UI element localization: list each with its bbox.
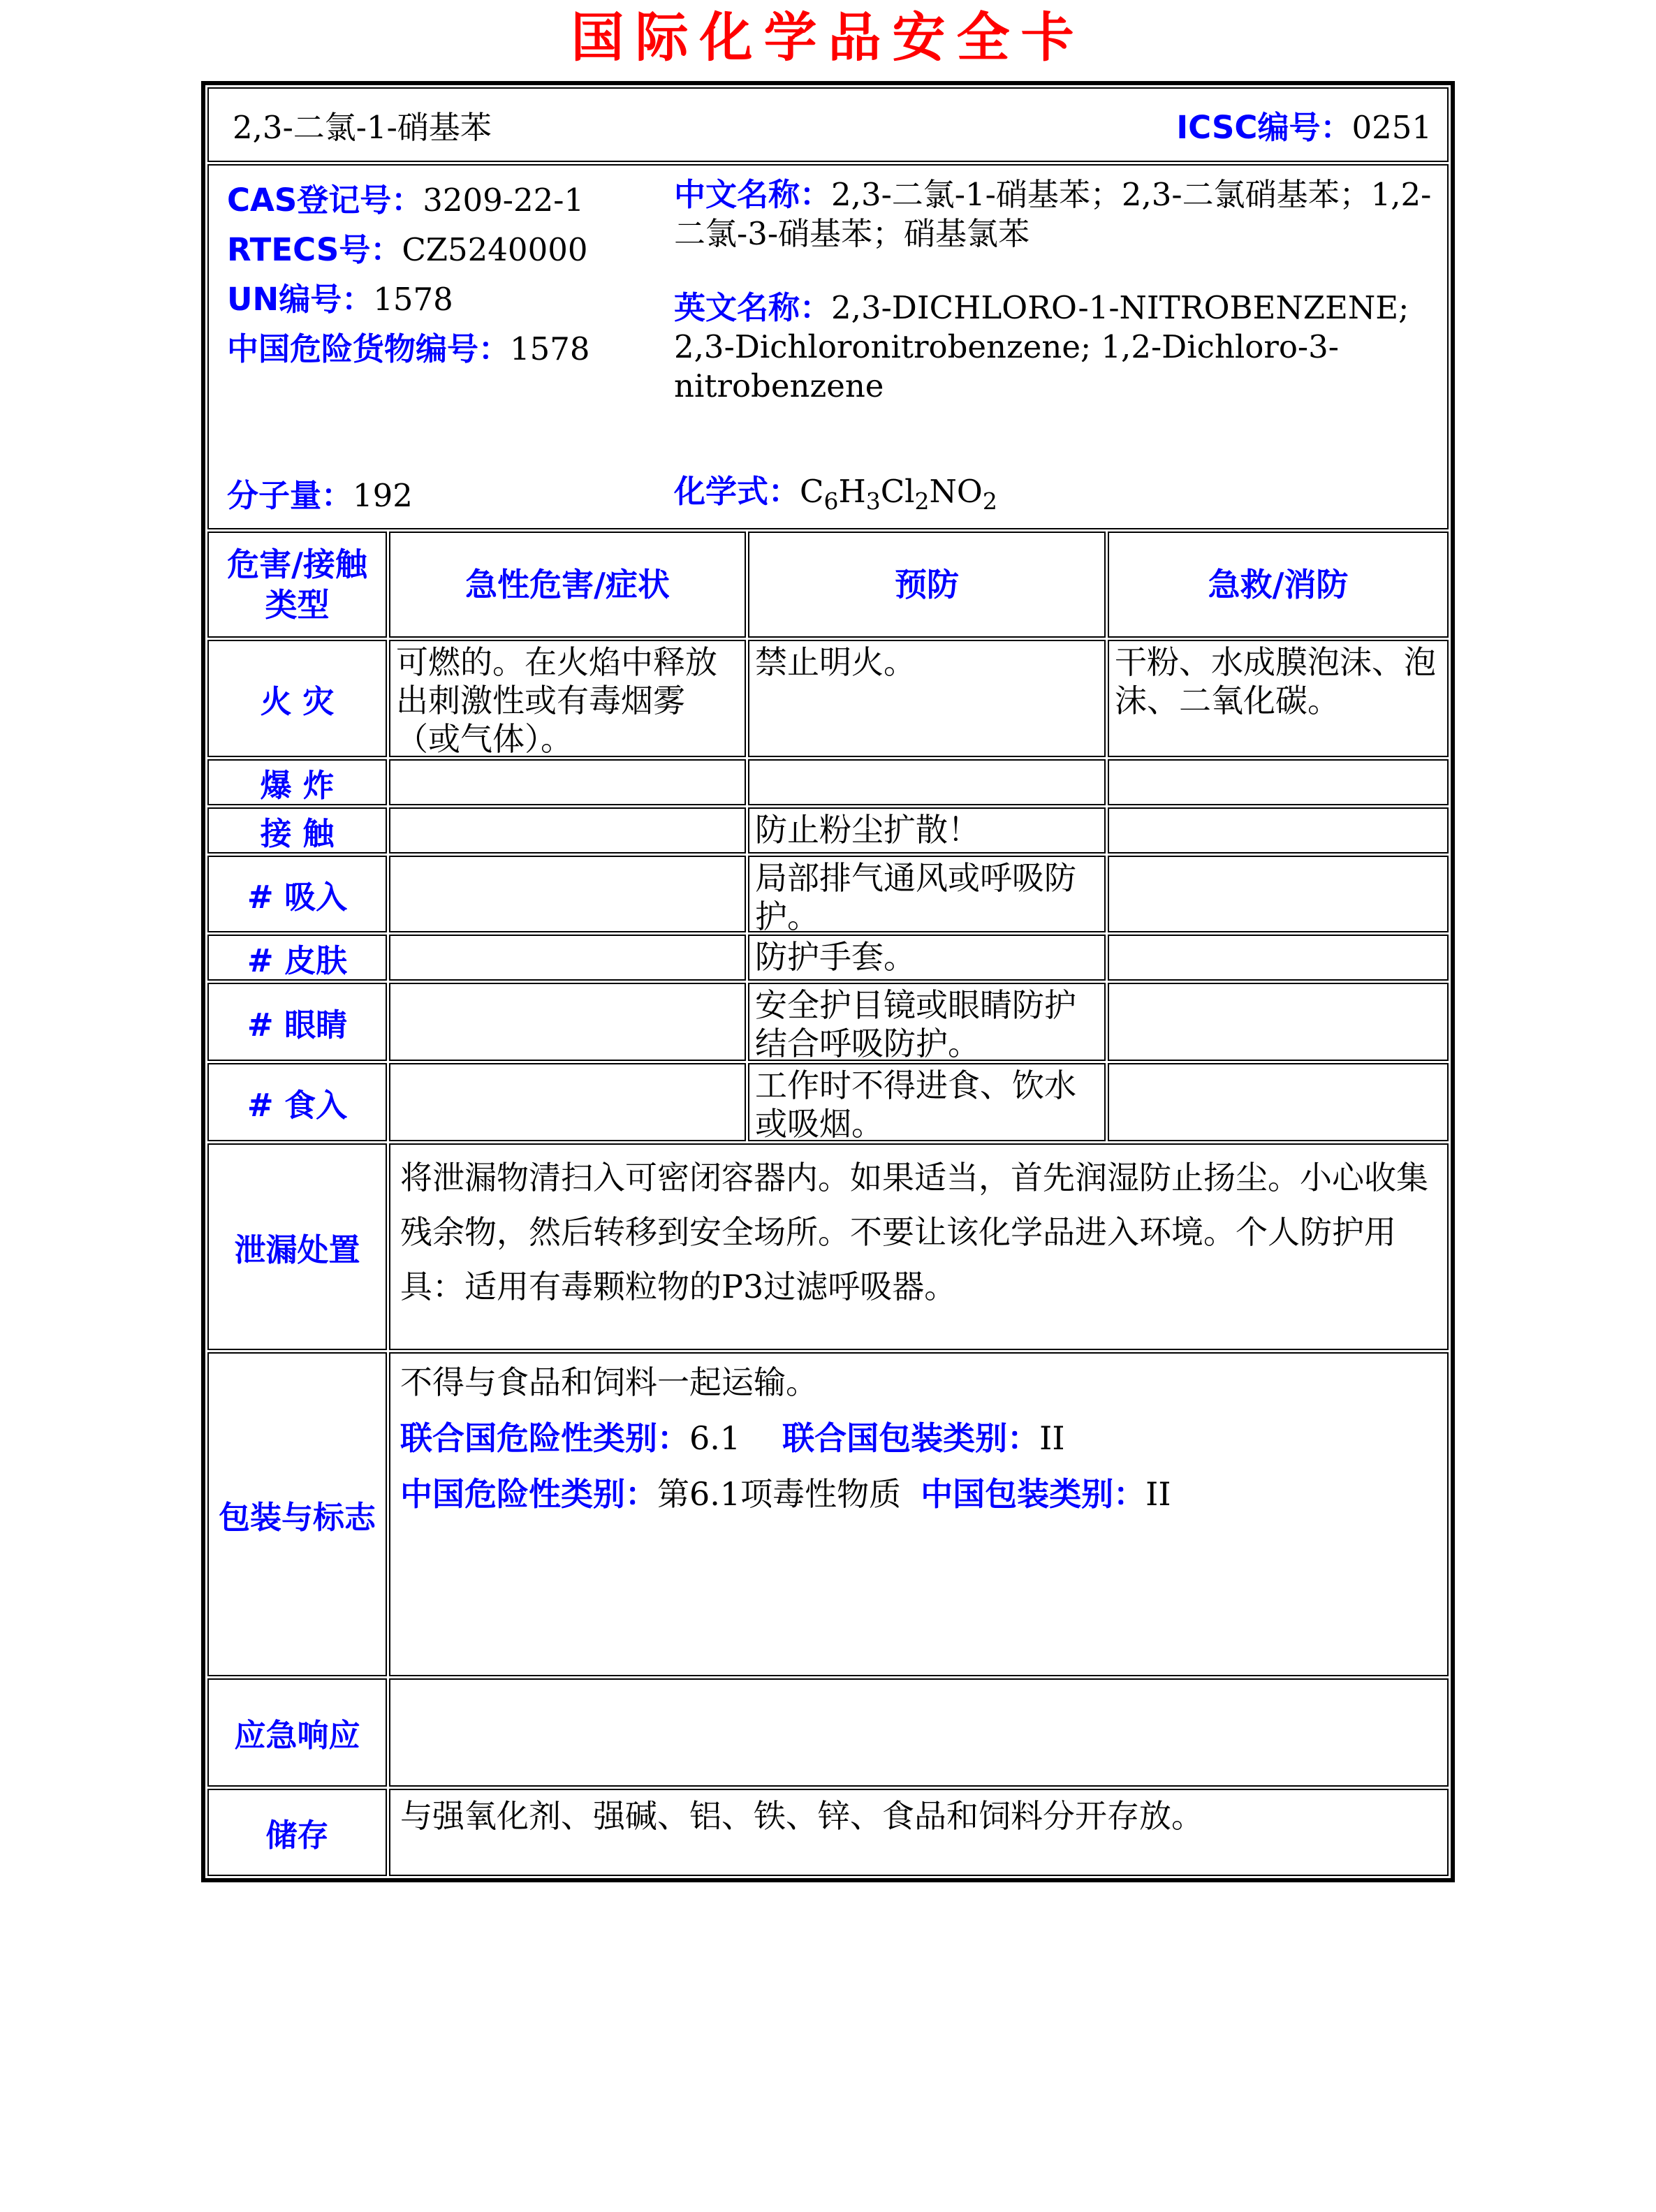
ingestion-firefighting [1108,1063,1449,1141]
storage-row [207,1789,1449,1876]
un-hazard-class-value: 6.1 [689,1419,741,1457]
hazard-row-skin [207,935,1449,981]
un-number-line [227,274,674,324]
un-packing-group-value: II [1039,1419,1065,1457]
prevention-header-cell: 预防 [748,532,1106,638]
packaging-transport-note: 不得与食品和饲料一起运输。 [400,1363,818,1401]
explosion-prevention [748,759,1106,805]
un-hazard-class-label: 联合国危险性类别： [400,1419,689,1457]
packaging-cn-class-line [400,1474,1437,1514]
eyes-row-label: # 眼睛 [207,983,387,1061]
skin-row-label: # 皮肤 [207,935,387,981]
skin-firefighting [1108,935,1449,981]
identification-left-column [227,175,674,517]
exposure-prevention: 防止粉尘扩散！ [748,807,1106,854]
skin-symptoms [389,935,746,981]
hazard-row-ingestion [207,1063,1449,1141]
identification-right-column [674,175,1440,517]
page-title: 国际化学品安全卡 [571,6,1085,68]
cn-packing-group-value: II [1145,1475,1171,1513]
eyes-firefighting [1108,983,1449,1061]
cn-dangerous-goods-label: 中国危险货物编号： [227,330,511,367]
storage-label: 储存 [207,1789,387,1876]
rtecs-number-line [227,225,674,274]
spillage-disposal-row [207,1143,1449,1350]
emergency-response-row [207,1678,1449,1787]
safety-card-table [201,81,1455,1882]
icsc-number-group [1176,102,1432,147]
english-name-label: 英文名称： [674,289,832,326]
inhalation-symptoms [389,856,746,932]
ingestion-row-label: # 食入 [207,1063,387,1141]
cas-number-line [227,175,674,225]
fire-firefighting: 干粉、水成膜泡沫、泡沫、二氧化碳。 [1108,640,1449,757]
hazard-row-fire [207,640,1449,757]
hazard-row-eyes [207,983,1449,1061]
inhalation-prevention: 局部排气通风或呼吸防护。 [748,856,1106,932]
emergency-response-content [389,1678,1449,1787]
chemical-formula-value: $C_6H_3Cl_2NO_2$ [800,473,997,515]
hazard-type-header-cell [207,532,387,638]
english-name-paragraph [674,288,1440,406]
identification-cell [207,164,1449,529]
acute-hazards-header-cell: 急性危害/症状 [389,532,746,638]
chinese-name-paragraph [674,175,1440,254]
molecular-weight-value: 192 [353,477,413,514]
cn-packing-group-label: 中国包装类别： [921,1475,1146,1513]
rtecs-number-label: RTECS号： [227,231,402,268]
fire-row-label: 火 灾 [207,640,387,757]
spillage-disposal-content: 将泄漏物清扫入可密闭容器内。如果适当，首先润湿防止扬尘。小心收集残余物，然后转移到安全场所。不要让该化学品进入环境。个人防护用具：适用有毒颗粒物的P3过滤呼吸器。 [389,1143,1449,1350]
ingestion-symptoms [389,1063,746,1141]
un-packing-group-label: 联合国包装类别： [782,1419,1040,1457]
chinese-name-label: 中文名称： [674,176,832,213]
icsc-number-label: ICSC编号： [1176,109,1352,146]
identification-row [207,164,1449,529]
fire-prevention: 禁止明火。 [748,640,1106,757]
chemical-formula-label: 化学式： [674,473,800,510]
cas-number-value: 3209-22-1 [423,182,585,219]
hazard-table-header-row [207,532,1449,638]
emergency-response-label: 应急响应 [207,1678,387,1787]
explosion-symptoms [389,759,746,805]
packaging-labelling-row [207,1352,1449,1676]
skin-prevention: 防护手套。 [748,935,1106,981]
inhalation-row-label: # 吸入 [207,856,387,932]
exposure-symptoms [389,807,746,854]
fire-symptoms: 可燃的。在火焰中释放出刺激性或有毒烟雾（或气体）。 [389,640,746,757]
hazard-type-header-line1: 危害/接触 [227,545,367,583]
eyes-prevention: 安全护目镜或眼睛防护结合呼吸防护。 [748,983,1106,1061]
cn-dangerous-goods-line [227,324,674,374]
chinese-name-value: 2,3-二氯-1-硝基苯；2,3-二氯硝基苯；1,2-二氯-3-硝基苯；硝基氯苯 [674,176,1432,252]
exposure-firefighting [1108,807,1449,854]
cas-number-label: CAS登记号： [227,182,423,219]
hazard-row-explosion [207,759,1449,805]
eyes-symptoms [389,983,746,1061]
un-number-value: 1578 [373,281,453,318]
hazard-row-exposure [207,807,1449,854]
cn-hazard-class-value: 第6.1项毒性物质 [657,1475,902,1513]
cn-hazard-class-label: 中国危险性类别： [400,1475,657,1513]
hazard-row-inhalation [207,856,1449,932]
packaging-labelling-label: 包装与标志 [207,1352,387,1676]
firefighting-header-cell: 急救/消防 [1108,532,1449,638]
exposure-row-label: 接 触 [207,807,387,854]
cn-dangerous-goods-value: 1578 [510,330,590,367]
inhalation-firefighting [1108,856,1449,932]
explosion-row-label: 爆 炸 [207,759,387,805]
rtecs-number-value: CZ5240000 [402,231,588,268]
card-header-row [207,87,1449,162]
explosion-firefighting [1108,759,1449,805]
chemical-name: 2,3-二氯-1-硝基苯 [233,109,492,146]
molecular-weight-line [227,475,674,517]
chemical-formula-line [674,472,1440,517]
packaging-labelling-content [389,1352,1449,1676]
spillage-disposal-label: 泄漏处置 [207,1143,387,1350]
icsc-number-value: 0251 [1351,109,1432,146]
english-name-value: 2,3-DICHLORO-1-NITROBENZENE; 2,3-Dichloronitrobenzene; 1,2-Dichloro-3-nitrobenzene [674,289,1409,404]
molecular-weight-label: 分子量： [227,477,353,514]
un-number-label: UN编号： [227,281,374,318]
packaging-un-class-line [400,1418,1437,1458]
storage-content: 与强氧化剂、强碱、铝、铁、锌、食品和饲料分开存放。 [389,1789,1449,1876]
ingestion-prevention: 工作时不得进食、饮水或吸烟。 [748,1063,1106,1141]
card-header-cell [207,87,1449,162]
hazard-type-header-line2: 类型 [265,586,330,624]
